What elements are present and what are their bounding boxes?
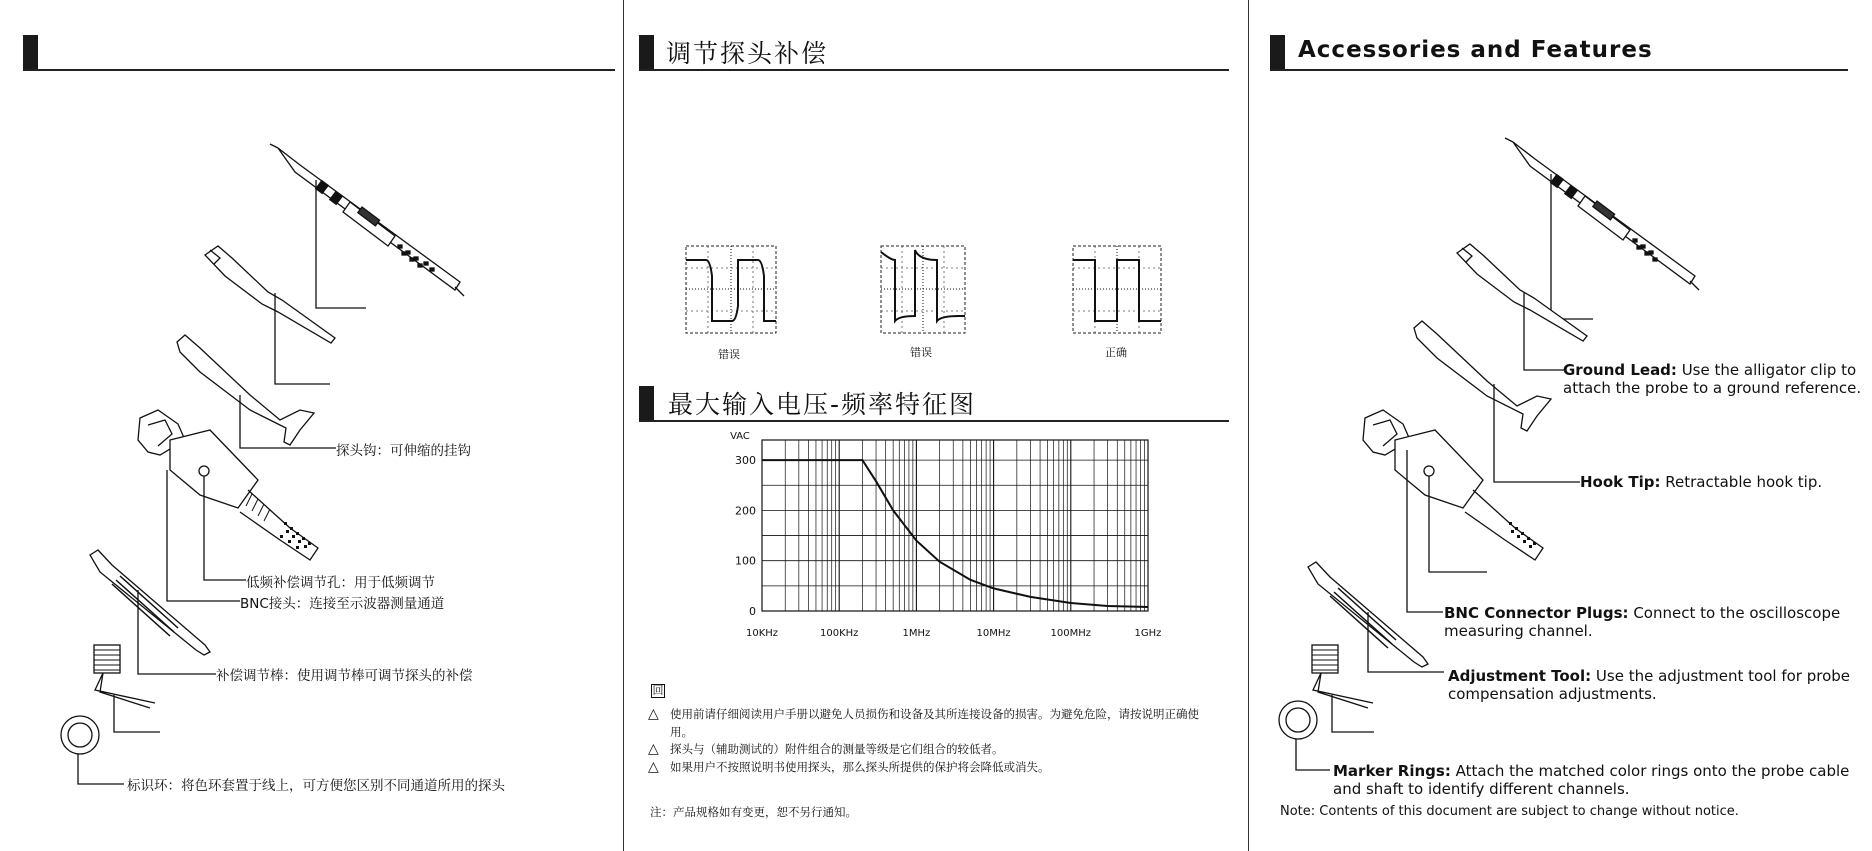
section1-title: 调节探头补偿 xyxy=(666,39,829,68)
warning-triangle-icon: △ xyxy=(648,759,659,775)
chart-y-tick-label: 0 xyxy=(749,605,756,618)
right-note: Note: Contents of this document are subject to change without notice. xyxy=(1280,804,1739,819)
probe-illustration xyxy=(1505,138,1699,319)
feature-adjust-tool xyxy=(1448,667,1858,703)
feature-hook-tip-text: Retractable hook tip. xyxy=(1665,473,1823,491)
feature-marker-rings-name: Marker Rings: xyxy=(1333,762,1451,780)
warning-3: 如果用户不按照说明书使用探头，那么探头所提供的保护将会降低或消失。 xyxy=(670,760,1050,774)
feature-ground-lead xyxy=(1563,361,1863,397)
feature-ground-lead-name: Ground Lead: xyxy=(1563,361,1677,379)
feature-bnc xyxy=(1444,604,1864,640)
chart-y-tick-label: 300 xyxy=(735,454,756,468)
label-ring-cn: 标识环：将色环套置于线上，可方便您区别不同通道所用的探头 xyxy=(127,778,505,794)
chart-x-tick-label: 10MHz xyxy=(976,628,1011,639)
feature-hook-tip xyxy=(1580,473,1870,491)
warning-triangle-icon: △ xyxy=(648,706,659,722)
bnc-illustration xyxy=(1363,410,1543,612)
chart-x-tick-label: 10KHz xyxy=(745,628,779,639)
right-title: Accessories and Features xyxy=(1298,37,1653,63)
chart-x-tick-label: 100KHz xyxy=(819,628,859,639)
chart-y-axis-label: VAC xyxy=(730,431,750,442)
chart-x-tick-label: 1MHz xyxy=(902,628,931,639)
label-tool-cn: 补偿调节棒：使用调节棒可调节探头的补偿 xyxy=(216,668,473,684)
feature-bnc-text: Connect to the oscilloscope measuring channel. xyxy=(1444,604,1841,640)
chart-y-tick-label: 100 xyxy=(735,554,756,568)
warning-triangle-icon: △ xyxy=(648,741,659,757)
section2-title: 最大输入电压-频率特征图 xyxy=(668,390,977,419)
label-bnc-cn: BNC接头：连接至示波器测量通道 xyxy=(240,596,445,612)
chart-x-tick-label: 1GHz xyxy=(1134,628,1162,639)
label-hook-cn: 探头钩：可伸缩的挂钩 xyxy=(336,443,471,459)
feature-marker-rings-text: Attach the matched color rings onto the probe cable and shaft to identify different channels. xyxy=(1333,762,1850,798)
warning-box-symbol: 回 xyxy=(652,684,664,697)
label-lowfreq-cn: 低频补偿调节孔：用于低频调节 xyxy=(246,575,435,591)
ground-clip-illustration xyxy=(1457,244,1587,370)
warning-2: 探头与（辅助测试的）附件组合的测量等级是它们组合的较低者。 xyxy=(670,742,1004,756)
marker-ring-illustration xyxy=(1279,701,1330,770)
feature-ground-lead-text: Use the alligator clip to attach the probe to a ground reference. xyxy=(1563,361,1862,397)
waveform-caption-3: 正确 xyxy=(1105,346,1127,359)
chart-y-tick-label: 200 xyxy=(735,504,756,518)
waveform-caption-1: 错误 xyxy=(718,348,740,361)
marker-ring-spring-illustration xyxy=(1312,645,1374,732)
chart-x-tick-label: 100MHz xyxy=(1050,628,1092,639)
feature-adjust-tool-name: Adjustment Tool: xyxy=(1448,667,1592,685)
warning-1: 使用前请仔细阅读用户手册以避免人员损伤和设备及其所连接设备的损害。为避免危险，请按说明正确使用。 xyxy=(670,707,1199,739)
feature-marker-rings xyxy=(1333,762,1853,798)
feature-adjust-tool-text: Use the adjustment tool for probe compensation adjustments. xyxy=(1448,667,1851,703)
middle-note: 注：产品规格如有变更，恕不另行通知。 xyxy=(650,805,857,819)
feature-bnc-name: BNC Connector Plugs: xyxy=(1444,604,1629,622)
feature-hook-tip-name: Hook Tip: xyxy=(1580,473,1661,491)
waveform-caption-2: 错误 xyxy=(910,346,932,359)
